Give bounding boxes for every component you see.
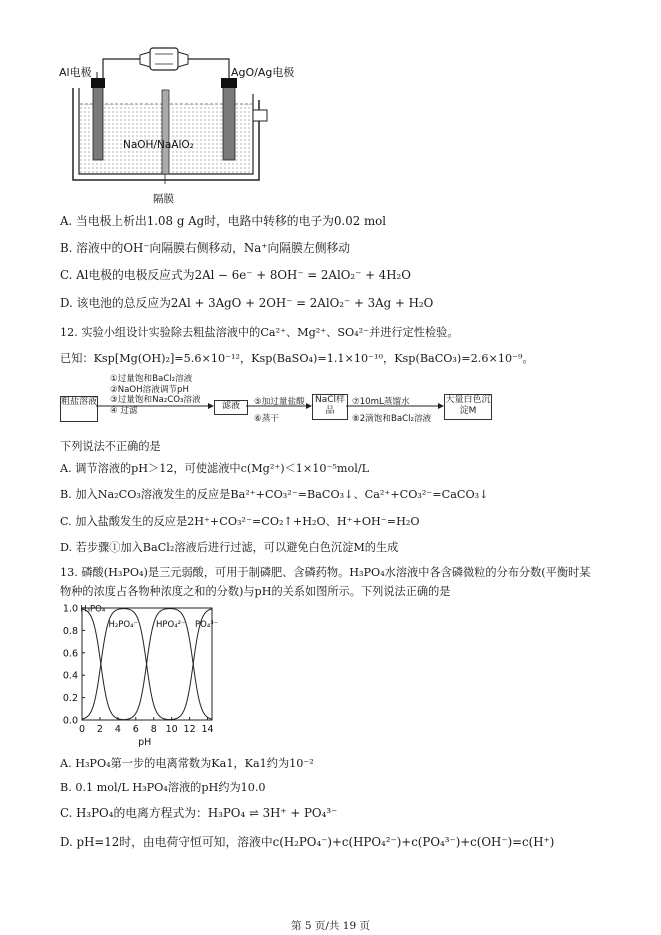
- page-footer: 第 5 页/共 19 页: [291, 920, 370, 932]
- al-electrode-cap: [91, 78, 105, 88]
- y-tick-label: 0.4: [62, 670, 78, 682]
- x-tick-label: 6: [132, 724, 139, 735]
- y-tick-label: 0.6: [62, 648, 78, 660]
- y-tick-label: 1.0: [62, 603, 78, 615]
- q12-option-b: B. 加入Na₂CO₃溶液发生的反应是Ba²⁺+CO₃²⁻=BaCO₃↓、Ca²⁺+CO₃²⁻=CaCO₃↓: [60, 488, 489, 501]
- series-po4-label: PO₄³⁻: [195, 620, 219, 631]
- q13-stem-2: 物种的浓度占各物种浓度之和的分数)与pH的关系如图所示。下列说法正确的是: [60, 585, 451, 598]
- chart-series: [82, 609, 212, 720]
- series-hpo4: [82, 609, 212, 720]
- electrochem-cell-diagram: [55, 42, 295, 210]
- q11-option-d: D. 该电池的总反应为2Al + 3AgO + 2OH⁻ = 2AlO₂⁻ + 3Ag + H₂O: [60, 296, 434, 310]
- x-tick-label: 4: [114, 724, 121, 735]
- q13-option-a: A. H₃PO₄第一步的电离常数为Ka1，Ka1约为10⁻²: [60, 757, 314, 770]
- flow-arrow-1: [96, 402, 216, 412]
- y-tick-label: 0.2: [62, 693, 78, 705]
- flow-step-2: ②NaOH溶液调节pH: [110, 384, 189, 395]
- x-axis-label: pH: [138, 737, 152, 748]
- series-h3po4-label: H₃PO₄: [80, 604, 106, 615]
- load-device-left: [140, 52, 150, 67]
- x-tick-label: 14: [201, 724, 214, 735]
- left-wire: [103, 59, 140, 80]
- q12-option-a: A. 调节溶液的pH＞12，可使滤液中c(Mg²⁺)＜1×10⁻⁵mol/L: [60, 462, 370, 475]
- q12-option-c: C. 加入盐酸发生的反应是2H⁺+CO₃²⁻=CO₂↑+H₂O、H⁺+OH⁻=H₂O: [60, 515, 420, 528]
- q11-option-c: C. Al电极的电极反应式为2Al − 6e⁻ + 8OH⁻ = 2AlO₂⁻ + 4H₂O: [60, 268, 411, 282]
- ago-ag-electrode: [223, 80, 235, 160]
- flow-step-4: ④ 过滤: [110, 406, 138, 416]
- flow-arrow-2: [246, 402, 316, 412]
- phosphate-distribution-chart: [58, 600, 228, 748]
- electrolyte-label: NaOH/NaAlO₂: [123, 139, 194, 151]
- q11-option-b: B. 溶液中的OH⁻向隔膜右侧移动，Na⁺向隔膜左侧移动: [60, 241, 351, 255]
- flow-arrow-3: [346, 402, 446, 412]
- y-tick-label: 0.0: [62, 715, 78, 727]
- q12-option-d: D. 若步骤①加入BaCl₂溶液后进行过滤，可以避免白色沉淀M的生成: [60, 541, 399, 554]
- flow-step-3: ③过量饱和Na₂CO₃溶液: [110, 395, 201, 405]
- q12-known: 已知：Ksp[Mg(OH)₂]=5.6×10⁻¹²，Ksp(BaSO₄)=1.1×10⁻¹⁰，Ksp(BaCO₃)=2.6×10⁻⁹。: [60, 352, 534, 365]
- x-tick-label: 10: [165, 724, 178, 735]
- x-tick-label: 2: [96, 724, 103, 735]
- x-tick-label: 12: [183, 724, 196, 735]
- q13-option-c: C. H₃PO₄的电离方程式为：H₃PO₄ ⇌ 3H⁺ + PO₄³⁻: [60, 806, 338, 820]
- flow-step-8: ⑧2滴饱和BaCl₂溶液: [352, 414, 432, 424]
- y-tick-label: 0.8: [62, 625, 78, 637]
- ago-ag-electrode-cap: [221, 78, 237, 88]
- x-tick-label: 0: [78, 724, 86, 735]
- flow-step-5: ⑤加过量盐酸: [254, 397, 305, 407]
- q13-stem-1: 13. 磷酸(H₃PO₄)是三元弱酸，可用于制磷肥、含磷药物。H₃PO₄水溶液中各含磷微粒的分布分数(平衡时某: [60, 566, 591, 579]
- q13-option-b: B. 0.1 mol/L H₃PO₄溶液的pH约为10.0: [60, 781, 266, 794]
- load-device: [150, 48, 178, 70]
- load-device-right: [178, 52, 188, 67]
- right-wire: [188, 59, 229, 80]
- q11-option-a: A. 当电极上析出1.08 g Ag时，电路中转移的电子为0.02 mol: [60, 214, 387, 228]
- al-electrode: [93, 80, 103, 160]
- flow-step-6: ⑥蒸干: [254, 414, 279, 424]
- series-h2po4-label: H₂PO₄⁻: [108, 620, 138, 631]
- q12-stem: 12. 实验小组设计实验除去粗盐溶液中的Ca²⁺、Mg²⁺、SO₄²⁻并进行定性检验。: [60, 326, 459, 339]
- q13-option-d: D. pH=12时，由电荷守恒可知，溶液中c(H₂PO₄⁻)+c(HPO₄²⁻)+c(PO₄³⁻)+c(OH⁻)=c(H⁺): [60, 835, 555, 849]
- membrane-label: 隔膜: [153, 193, 174, 205]
- flow-box-filtrate: 滤液: [214, 400, 248, 415]
- membrane: [162, 90, 169, 174]
- flow-box-crude-salt: 粗盐溶液: [60, 396, 98, 422]
- ago-electrode-label: AgO/Ag电极: [231, 66, 295, 79]
- series-hpo4-label: HPO₄²⁻: [156, 620, 186, 631]
- al-electrode-label: Al电极: [59, 66, 92, 79]
- chart-axes: [63, 604, 214, 749]
- q12-prompt: 下列说法不正确的是: [60, 440, 161, 453]
- flow-box-nacl: NaCl样品: [312, 394, 348, 420]
- flow-step-7: ⑦10mL蒸馏水: [352, 397, 410, 407]
- x-tick-label: 8: [150, 724, 157, 735]
- q12-flowchart: [60, 372, 540, 434]
- flow-box-precipitate: 大量白色沉淀M: [444, 394, 492, 420]
- flow-step-1: ①过量饱和BaCl₂溶液: [110, 374, 193, 384]
- outlet-pipe: [253, 110, 267, 121]
